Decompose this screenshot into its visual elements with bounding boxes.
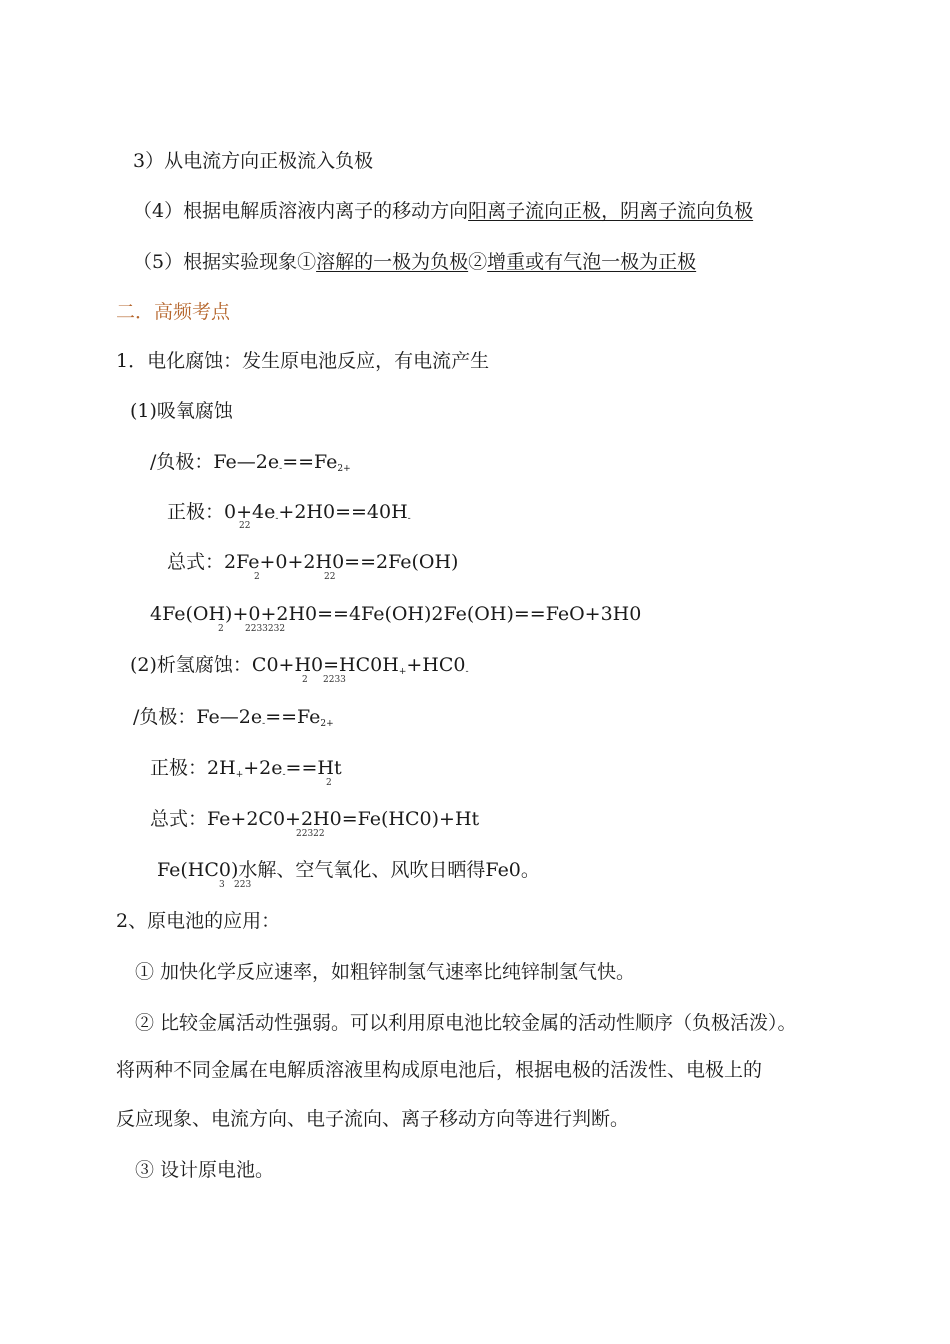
formula: +2H0==40H <box>278 501 408 523</box>
subscript-row: 223 <box>234 880 252 890</box>
hydrolysis-note <box>157 858 540 882</box>
formula: Fe+2C0+2H0=Fe(HC0)+Ht <box>207 808 480 830</box>
circled-number: ② <box>468 251 488 273</box>
application-2: ② 比较金属活动性强弱。可以利用原电池比较金属的活动性顺序（负极活泼）。 <box>135 1012 797 1034</box>
formula: C0+H0=HC0H <box>251 654 399 676</box>
application-3: ③ 设计原电池。 <box>135 1159 275 1181</box>
charge: - <box>407 514 411 524</box>
formula: ==Fe <box>282 451 338 473</box>
underlined-answer-1: 溶解的一极为负极 <box>316 251 469 273</box>
formula: 2Fe+0+2H0==2Fe(OH) <box>224 551 459 573</box>
formula: Fe—2e <box>213 451 280 473</box>
underlined-answer: 阳离子流向正极，阴离子流向负极 <box>468 200 754 222</box>
charge: - <box>282 770 286 780</box>
formula: +HC0 <box>406 654 466 676</box>
paragraph-current-direction: 3）从电流方向正极流入负极 <box>133 150 374 172</box>
hydrogen-negative-electrode <box>133 705 334 729</box>
item-battery-applications: 2、原电池的应用： <box>116 910 281 932</box>
hydrogen-total-equation <box>150 807 479 831</box>
formula: Fe—2e <box>196 706 263 728</box>
subscript-row: 2 <box>302 675 308 685</box>
label: 正极： <box>150 757 208 779</box>
label: /负极： <box>133 706 197 728</box>
subscript-row: 2233232 <box>245 624 286 634</box>
oxygen-positive-electrode <box>167 500 411 524</box>
subscript-row: 22 <box>324 572 336 582</box>
item-electrochemical-corrosion: 1．电化腐蚀：发生原电池反应，有电流产生 <box>116 350 490 372</box>
charge: - <box>279 464 283 474</box>
charge: - <box>465 667 469 677</box>
label: 总式： <box>167 551 225 573</box>
hydrogen-positive-electrode <box>150 756 342 780</box>
oxygen-total-equation <box>167 550 458 574</box>
formula: ==Fe <box>265 706 321 728</box>
charge: + <box>398 667 407 677</box>
underlined-answer-2: 增重或有气泡一极为正极 <box>487 251 697 273</box>
subscript-row: 22 <box>239 521 251 531</box>
subscript-row: 22322 <box>296 829 325 839</box>
oxygen-corrosion-title: (1)吸氧腐蚀 <box>130 400 233 422</box>
paragraph-ion-movement <box>133 199 753 223</box>
formula: Fe(HC0) <box>157 859 239 881</box>
subscript-row: 2 <box>326 778 332 788</box>
oxygen-negative-electrode <box>150 450 351 474</box>
charge: - <box>262 719 266 729</box>
charge: 2+ <box>320 719 334 729</box>
charge: + <box>235 770 244 780</box>
subscript-row: 3 <box>219 880 225 890</box>
label: (2)析氢腐蚀： <box>130 654 252 676</box>
subscript-row: 2233 <box>323 675 346 685</box>
formula: +2e <box>243 757 283 779</box>
paragraph-text: （4）根据电解质溶液内离子的移动方向 <box>133 200 469 222</box>
paragraph-text: （5）根据实验现象① <box>133 251 317 273</box>
subscript-row: 2 <box>218 624 224 634</box>
formula: 2H <box>207 757 236 779</box>
label: 总式： <box>150 808 208 830</box>
application-1: ① 加快化学反应速率，如粗锌制氢气速率比纯锌制氢气快。 <box>135 961 636 983</box>
rust-formation-equation: 4Fe(OH)+0+2H0==4Fe(OH)2Fe(OH)==FeO+3H0 <box>150 603 642 625</box>
charge: 2+ <box>337 464 351 474</box>
label: /负极： <box>150 451 214 473</box>
formula: 0+4e <box>224 501 276 523</box>
application-2-continued: 将两种不同金属在电解质溶液里构成原电池后，根据电极的活泼性、电极上的 <box>116 1059 763 1081</box>
formula: ==Ht <box>285 757 342 779</box>
hydrogen-corrosion-title <box>130 653 469 677</box>
paragraph-experiment <box>133 250 696 274</box>
note-text: 水解、空气氧化、风吹日晒得Fe0。 <box>238 859 540 881</box>
section-heading: 二．高频考点 <box>116 301 231 323</box>
charge: - <box>275 514 279 524</box>
application-2-continued: 反应现象、电流方向、电子流向、离子移动方向等进行判断。 <box>116 1108 630 1130</box>
label: 正极： <box>167 501 225 523</box>
subscript-row: 2 <box>254 572 260 582</box>
